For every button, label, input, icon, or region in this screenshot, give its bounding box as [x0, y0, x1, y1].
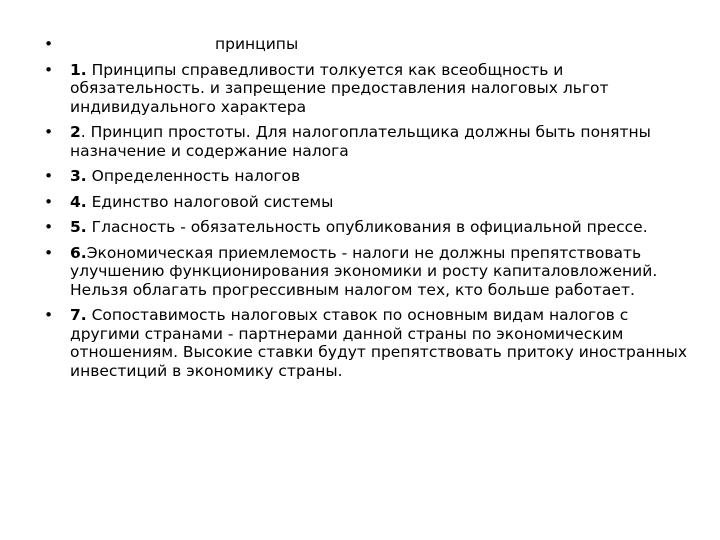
- bullet-icon: •: [44, 218, 54, 236]
- item-number: 6.: [70, 243, 87, 262]
- bullet-icon: •: [44, 306, 54, 324]
- item-text: Гласность - обязательность опубликования в официальной прессе.: [86, 218, 648, 236]
- bullet-icon: •: [44, 167, 54, 185]
- list-heading: принципы: [215, 35, 299, 53]
- item-number: 2: [70, 123, 81, 141]
- item-text: . Принцип простоты. Для налогоплательщика должны быть понятны назначение и содержание налога: [70, 123, 651, 160]
- list-item: [44, 218, 694, 237]
- bullet-icon: •: [44, 123, 54, 141]
- item-text: Единство налоговой системы: [86, 192, 334, 211]
- item-number: 5.: [70, 218, 87, 236]
- item-number: 1.: [70, 60, 87, 79]
- list-item: [44, 306, 694, 380]
- list-item: [44, 123, 694, 160]
- list-item: [44, 167, 694, 186]
- bullet-icon: •: [44, 35, 54, 53]
- item-number: 3.: [70, 167, 87, 185]
- bullet-icon: •: [44, 192, 54, 211]
- item-text: Сопоставимость налоговых ставок по основным видам налогов с другими странами - партнерами данной страны по экономическим отношениям. Высокие ставки будут препятствовать притоку иностранных инвестиций в экономику страны.: [70, 306, 687, 380]
- list-heading-item: [44, 35, 694, 54]
- item-text: Определенность налогов: [86, 167, 301, 185]
- principles-list: [44, 35, 694, 387]
- item-number: 4.: [70, 192, 87, 211]
- bullet-icon: •: [44, 243, 54, 262]
- item-number: 7.: [70, 306, 87, 324]
- item-text: Принципы справедливости толкуется как всеобщность и обязательность. и запрещение предоставления налоговых льгот индивидуального характера: [70, 60, 609, 116]
- list-item: [44, 61, 694, 117]
- bullet-icon: •: [44, 60, 54, 79]
- item-text: Экономическая приемлемость - налоги не должны препятствовать улучшению функционирования экономики и росту капиталовложений. Нельзя облагать прогрессивным налогом тех, кто больше работает.: [70, 243, 658, 299]
- list-item: [44, 244, 694, 300]
- list-item: [44, 193, 694, 212]
